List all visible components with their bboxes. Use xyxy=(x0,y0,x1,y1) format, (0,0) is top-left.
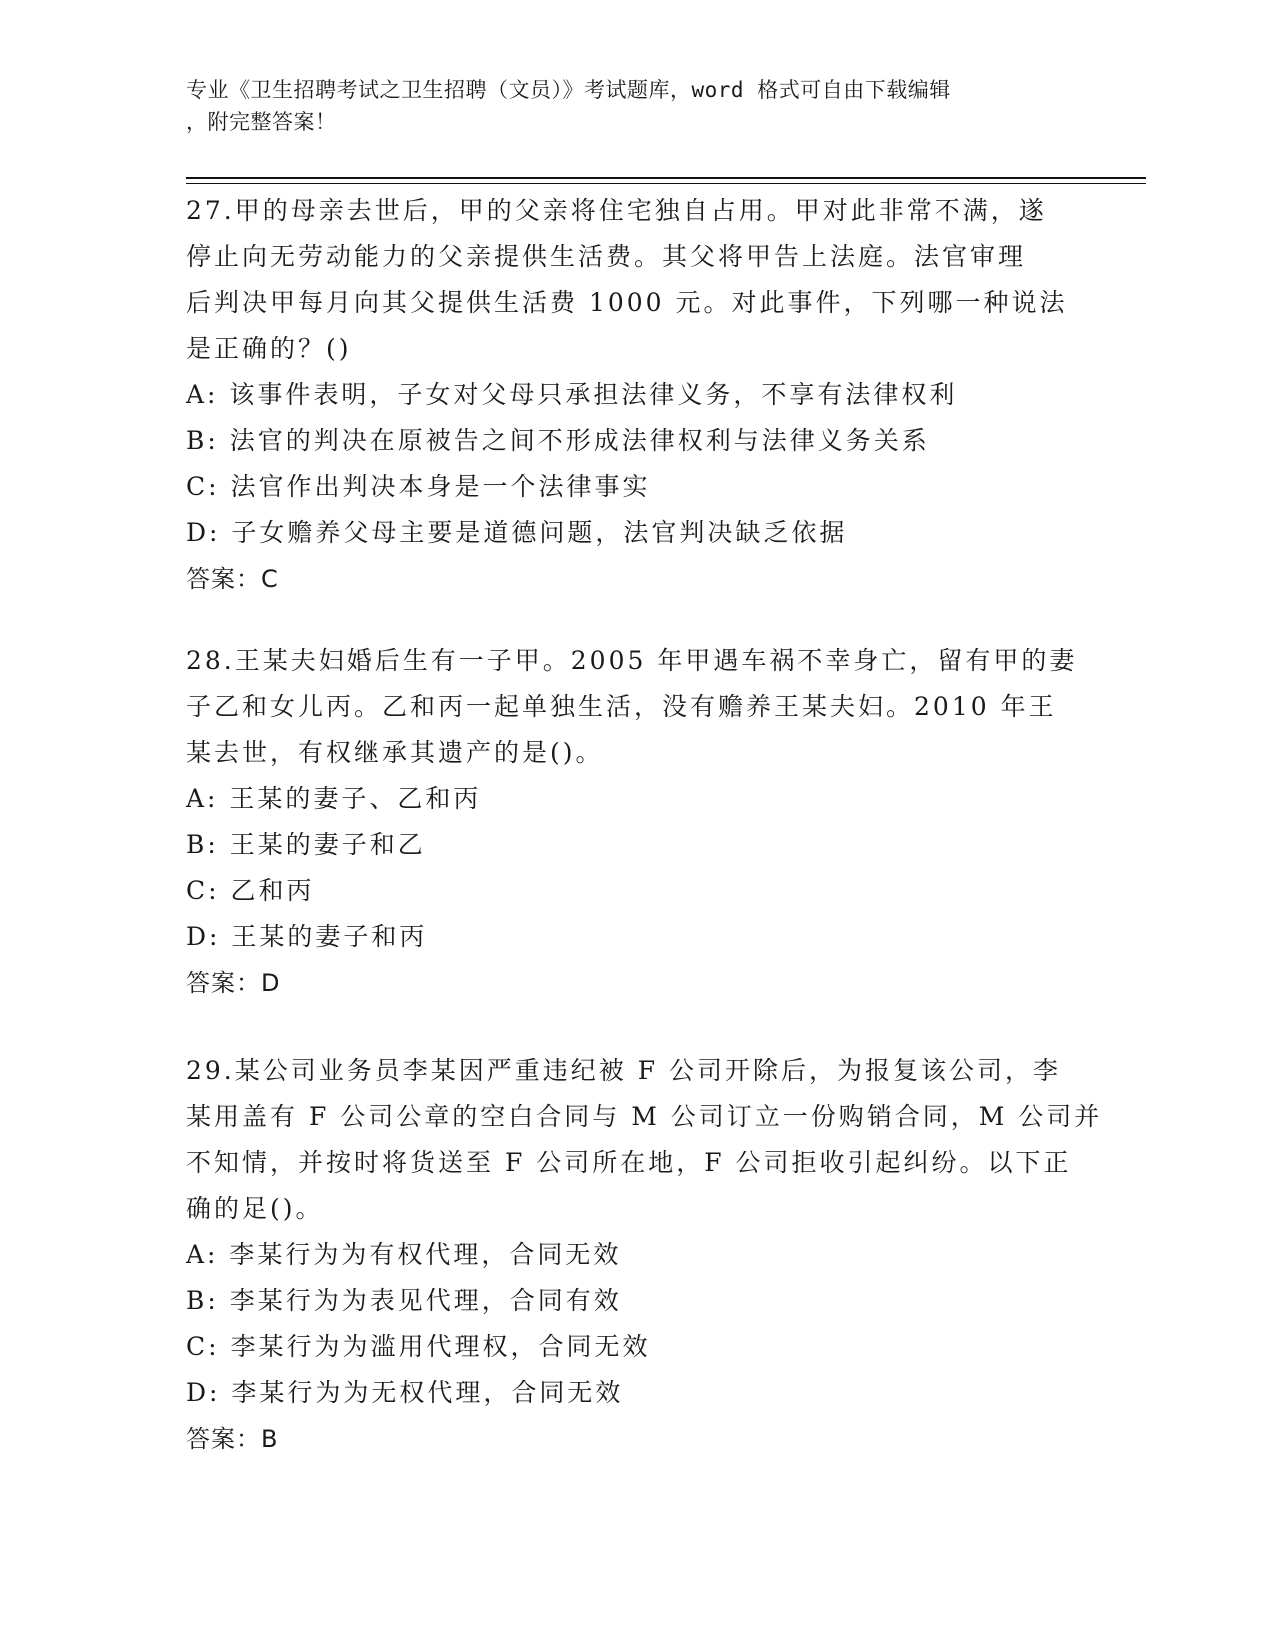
answer-label: 答案：D xyxy=(186,969,281,997)
document-header xyxy=(186,74,1086,138)
question-29 xyxy=(186,1048,1103,1462)
option-d: D: 李某行为为无权代理，合同无效 xyxy=(186,1378,624,1407)
question-text-line: 某去世，有权继承其遗产的是()。 xyxy=(186,738,604,767)
header-line-1: 专业《卫生招聘考试之卫生招聘（文员）》考试题库，word 格式可自由下载编辑 xyxy=(186,78,951,102)
question-text-line: 28.王某夫妇婚后生有一子甲。2005 年甲遇车祸不幸身亡，留有甲的妻 xyxy=(186,646,1078,675)
question-text-line: 29.某公司业务员李某因严重违纪被 F 公司开除后，为报复该公司，李 xyxy=(186,1056,1062,1085)
option-c: C: 乙和丙 xyxy=(186,876,315,905)
option-a: A: 李某行为为有权代理，合同无效 xyxy=(186,1240,622,1269)
option-b: B: 法官的判决在原被告之间不形成法律权利与法律义务关系 xyxy=(186,426,930,455)
question-text-line: 确的足()。 xyxy=(186,1194,324,1223)
question-28 xyxy=(186,638,1086,1006)
question-text-line: 27.甲的母亲去世后，甲的父亲将住宅独自占用。甲对此非常不满，遂 xyxy=(186,196,1047,225)
question-text-line: 是正确的？() xyxy=(186,334,352,363)
answer-label: 答案：B xyxy=(186,1425,279,1453)
question-27 xyxy=(186,188,1086,602)
option-b: B: 王某的妻子和乙 xyxy=(186,830,426,859)
option-c: C: 李某行为为滥用代理权，合同无效 xyxy=(186,1332,651,1361)
header-line-2: ，附完整答案！ xyxy=(186,110,337,134)
header-divider-thick xyxy=(186,177,1146,179)
option-d: D: 子女赡养父母主要是道德问题，法官判决缺乏依据 xyxy=(186,518,848,547)
option-c: C: 法官作出判决本身是一个法律事实 xyxy=(186,472,651,501)
option-a: A: 该事件表明，子女对父母只承担法律义务，不享有法律权利 xyxy=(186,380,958,409)
option-d: D: 王某的妻子和丙 xyxy=(186,922,428,951)
question-text-line: 子乙和女儿丙。乙和丙一起单独生活，没有赡养王某夫妇。2010 年王 xyxy=(186,692,1057,721)
header-divider-thin xyxy=(186,183,1146,184)
answer-label: 答案：C xyxy=(186,565,279,593)
question-text-line: 不知情，并按时将货送至 F 公司所在地，F 公司拒收引起纠纷。以下正 xyxy=(186,1148,1072,1177)
question-text-line: 停止向无劳动能力的父亲提供生活费。其父将甲告上法庭。法官审理 xyxy=(186,242,1027,271)
option-b: B: 李某行为为表见代理，合同有效 xyxy=(186,1286,622,1315)
question-text-line: 后判决甲每月向其父提供生活费 1000 元。对此事件，下列哪一种说法 xyxy=(186,288,1068,317)
option-a: A: 王某的妻子、乙和丙 xyxy=(186,784,482,813)
question-text-line: 某用盖有 F 公司公章的空白合同与 M 公司订立一份购销合同，M 公司并 xyxy=(186,1102,1103,1131)
